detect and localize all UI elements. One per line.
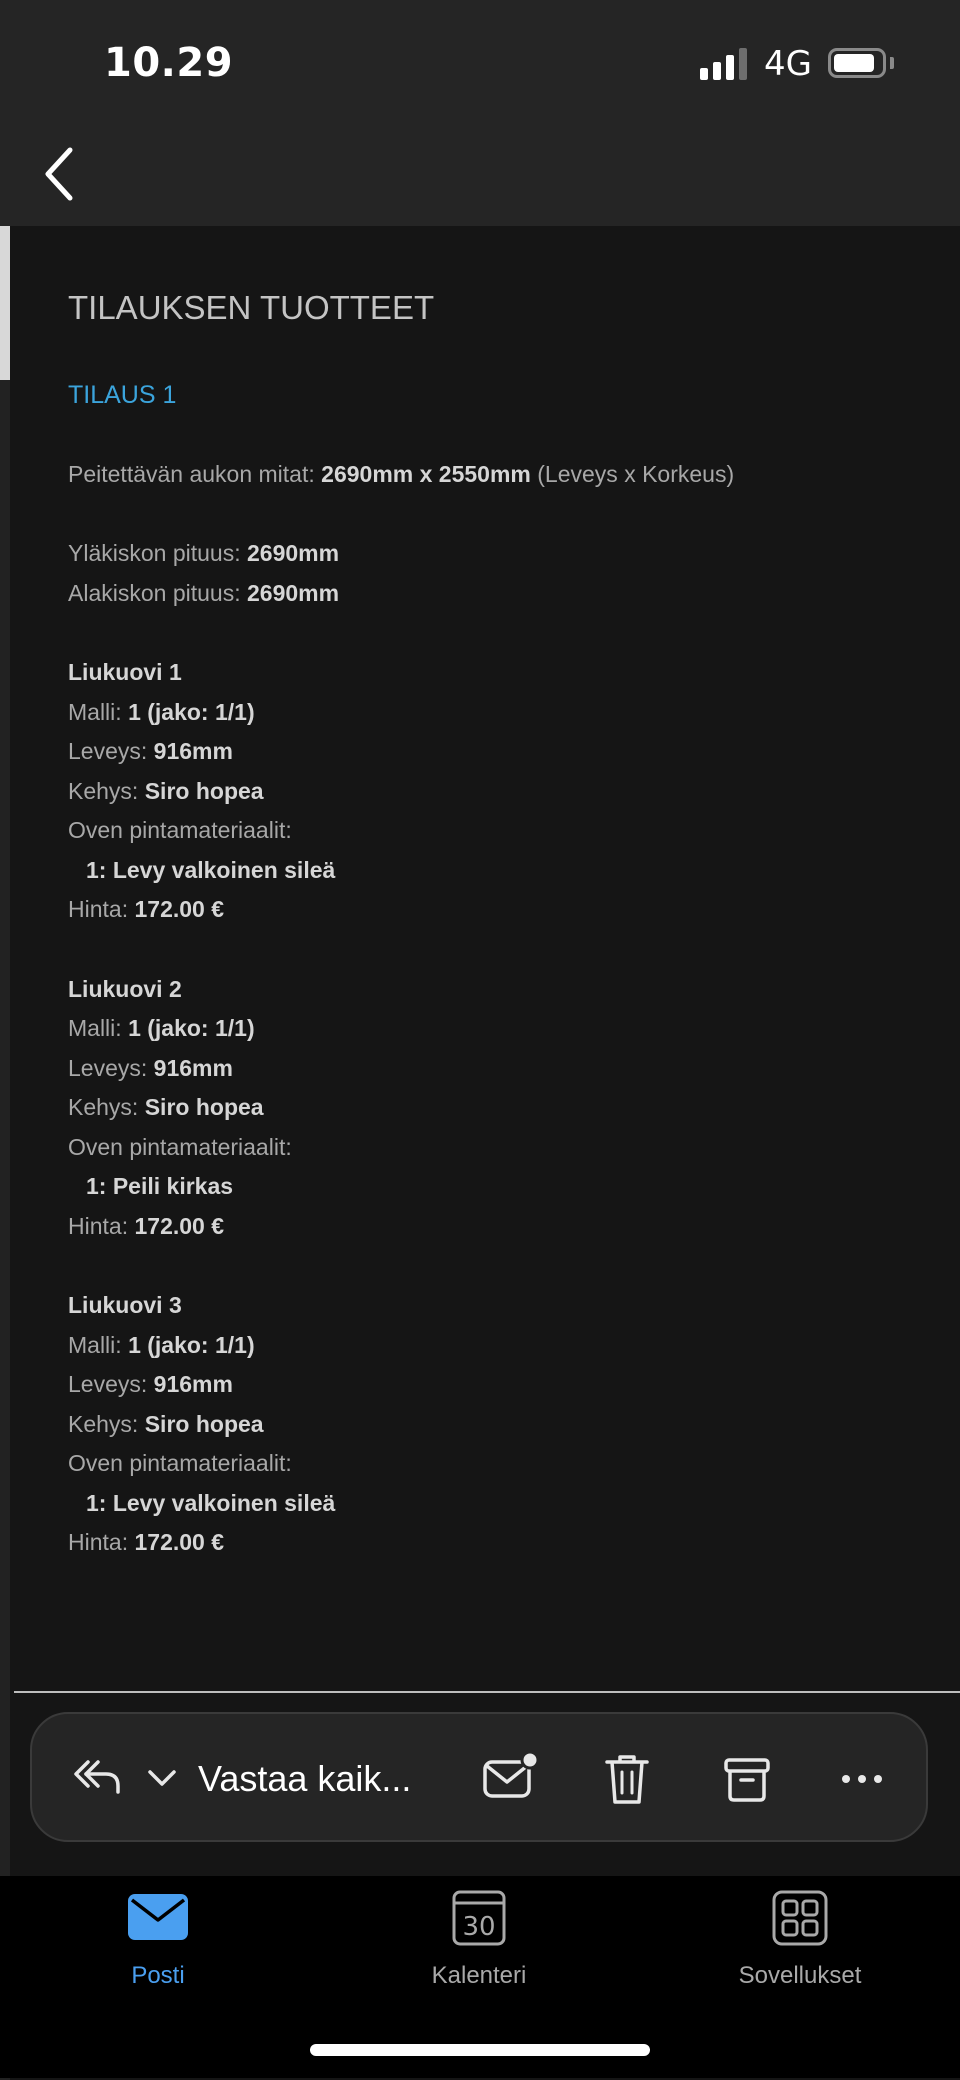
reply-all-icon [72,1752,122,1802]
home-indicator[interactable] [310,2044,650,2056]
top-rail-length: Yläkiskon pituus: 2690mm [68,540,340,566]
status-time: 10.29 [104,40,234,86]
mark-unread-button[interactable] [480,1748,540,1804]
door-model: Malli: 1 (jako: 1/1) [68,1332,255,1358]
door-price: Hinta: 172.00 € [68,1529,225,1555]
apps-icon [770,1888,830,1948]
door-width: Leveys: 916mm [68,1055,233,1081]
tab-label: Kalenteri [431,1962,527,1989]
door-price: Hinta: 172.00 € [68,896,225,922]
bottom-rail-length: Alakiskon pituus: 2690mm [68,580,340,606]
door-material: 1: Peili kirkas [86,1173,234,1199]
door-materials-label: Oven pintamateriaalit: [68,1450,292,1476]
left-gutter [0,380,10,2080]
tab-calendar[interactable] [379,1888,579,2008]
mark-unread-icon [480,1748,540,1804]
door-model: Malli: 1 (jako: 1/1) [68,1015,255,1041]
opening-dimensions: Peitettävän aukon mitat: 2690mm x 2550mm (Leveys x Korkeus) [68,461,735,487]
door-frame: Kehys: Siro hopea [68,1094,264,1120]
reply-all-label[interactable]: Vastaa kaik... [198,1758,412,1799]
calendar-icon [449,1888,509,1948]
door-frame: Kehys: Siro hopea [68,778,264,804]
door-material: 1: Levy valkoinen sileä [86,857,336,883]
navigation-bar [0,128,960,226]
trash-icon [602,1752,652,1806]
door-price: Hinta: 172.00 € [68,1213,225,1239]
status-bar [0,0,960,128]
door-materials-label: Oven pintamateriaalit: [68,817,292,843]
archive-icon [722,1754,772,1804]
archive-button[interactable] [722,1754,772,1804]
back-button[interactable] [30,138,90,210]
reply-options-button[interactable] [142,1760,182,1796]
message-action-bar [30,1712,928,1842]
reply-all-button[interactable] [72,1752,122,1802]
tab-apps[interactable] [700,1888,900,2008]
order-title: TILAUS 1 [68,381,177,409]
chevron-left-icon [30,138,90,210]
battery-icon [828,48,886,78]
cellular-signal-icon [700,48,750,80]
door-material: 1: Levy valkoinen sileä [86,1490,336,1516]
door-title: Liukuovi 1 [68,659,182,685]
door-title: Liukuovi 2 [68,976,182,1002]
door-materials-label: Oven pintamateriaalit: [68,1134,292,1160]
content-divider [14,1691,960,1693]
message-body[interactable] [0,226,960,1691]
more-icon [840,1764,884,1794]
tab-label: Posti [131,1962,185,1989]
network-type: 4G [764,44,812,84]
chevron-down-icon [142,1760,182,1796]
scroll-indicator[interactable] [0,226,10,380]
order-products-heading: TILAUKSEN TUOTTEET [68,289,435,326]
door-title: Liukuovi 3 [68,1292,182,1318]
battery-tip [890,57,894,69]
calendar-day: 30 [462,1912,496,1942]
tab-mail[interactable] [58,1888,258,2008]
door-frame: Kehys: Siro hopea [68,1411,264,1437]
mail-icon [128,1888,188,1948]
door-model: Malli: 1 (jako: 1/1) [68,699,255,725]
door-width: Leveys: 916mm [68,1371,233,1397]
more-button[interactable] [840,1764,884,1794]
tab-label: Sovellukset [738,1962,862,1989]
delete-button[interactable] [602,1752,652,1806]
door-width: Leveys: 916mm [68,738,233,764]
